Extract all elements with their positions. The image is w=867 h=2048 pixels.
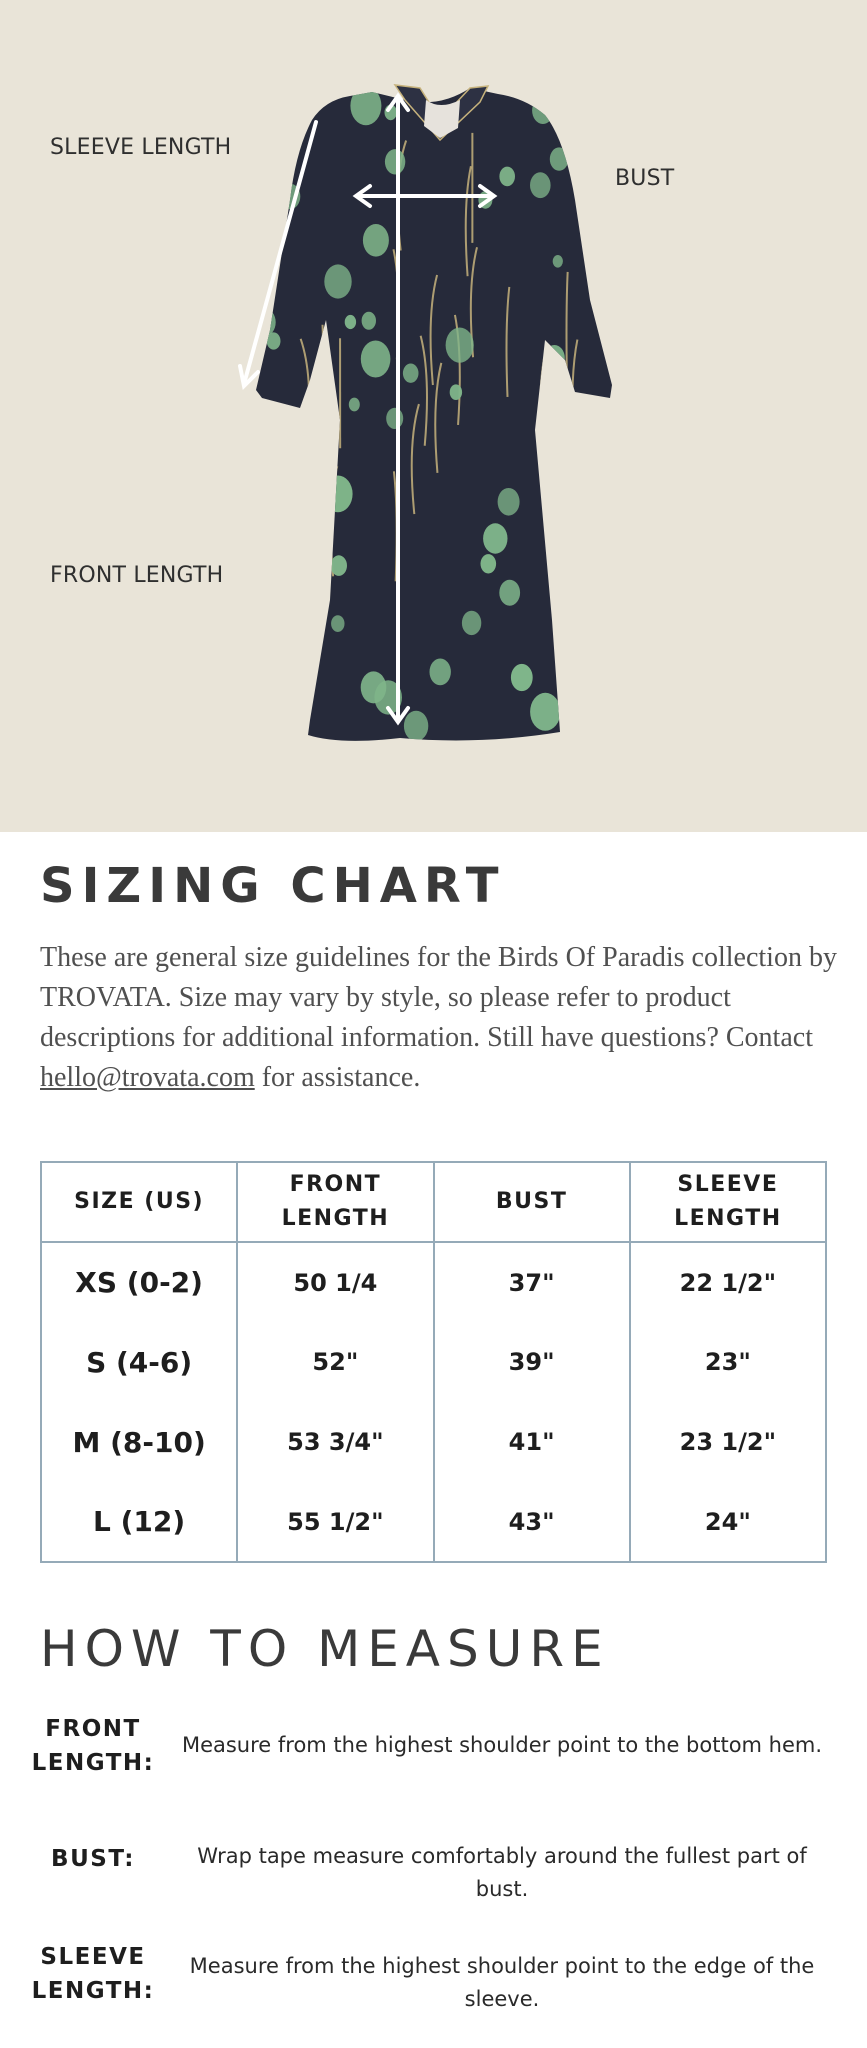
measure-desc-bust: Wrap tape measure comfortably around the fullest part of bust. [197, 1844, 807, 1901]
front-length-label: FRONT LENGTH [50, 563, 224, 588]
column-header-bust: BUST [434, 1162, 630, 1242]
product-measurement-image [0, 0, 867, 832]
table-row [41, 1482, 826, 1562]
measure-label-bust: BUST: [51, 1846, 135, 1872]
front-length-cell: 50 1/4 [237, 1242, 433, 1322]
column-header-size: SIZE (US) [41, 1162, 237, 1242]
intro-suffix: for assistance. [254, 1062, 421, 1093]
measure-label-front-length: FRONT LENGTH: [31, 1716, 155, 1776]
sleeve-length-label: SLEEVE LENGTH [50, 135, 232, 160]
size-cell: M (8-10) [41, 1402, 237, 1482]
bust-label: BUST [615, 166, 675, 191]
intro-text: These are general size guidelines for the Birds Of Paradis collection by TROVATA. Size may vary by style, so please refer to product descriptions for additional information. Still have questions? Contact [40, 942, 837, 1053]
measure-desc-sleeve-length: Measure from the highest shoulder point to the edge of the sleeve. [189, 1954, 815, 2011]
sizing-chart-title: SIZING CHART [40, 858, 506, 914]
table-row [41, 1402, 826, 1482]
contact-email-link[interactable]: hello@trovata.com [40, 1062, 255, 1093]
front-length-cell: 52" [237, 1322, 433, 1402]
bust-cell: 43" [434, 1482, 630, 1562]
dress-illustration [0, 0, 867, 832]
size-cell: XS (0-2) [41, 1242, 237, 1322]
measure-desc-front-length: Measure from the highest shoulder point to the bottom hem. [181, 1733, 823, 1757]
sleeve-length-cell: 22 1/2" [630, 1242, 826, 1322]
front-length-cell: 55 1/2" [237, 1482, 433, 1562]
sleeve-length-cell: 24" [630, 1482, 826, 1562]
table-row [41, 1322, 826, 1402]
measure-label-sleeve-length: SLEEVE LENGTH: [31, 1944, 155, 2004]
table-row [41, 1242, 826, 1322]
bust-cell: 39" [434, 1322, 630, 1402]
column-header-front-length: FRONT LENGTH [237, 1162, 433, 1242]
table-header-row [41, 1162, 826, 1242]
size-table [40, 1161, 827, 1563]
bust-cell: 37" [434, 1242, 630, 1322]
sleeve-length-cell: 23" [630, 1322, 826, 1402]
bust-cell: 41" [434, 1402, 630, 1482]
size-cell: L (12) [41, 1482, 237, 1562]
size-cell: S (4-6) [41, 1322, 237, 1402]
front-length-cell: 53 3/4" [237, 1402, 433, 1482]
column-header-sleeve-length: SLEEVE LENGTH [630, 1162, 826, 1242]
sizing-intro-text [40, 938, 840, 1098]
how-to-measure-title: HOW TO MEASURE [40, 1620, 610, 1678]
sleeve-length-cell: 23 1/2" [630, 1402, 826, 1482]
